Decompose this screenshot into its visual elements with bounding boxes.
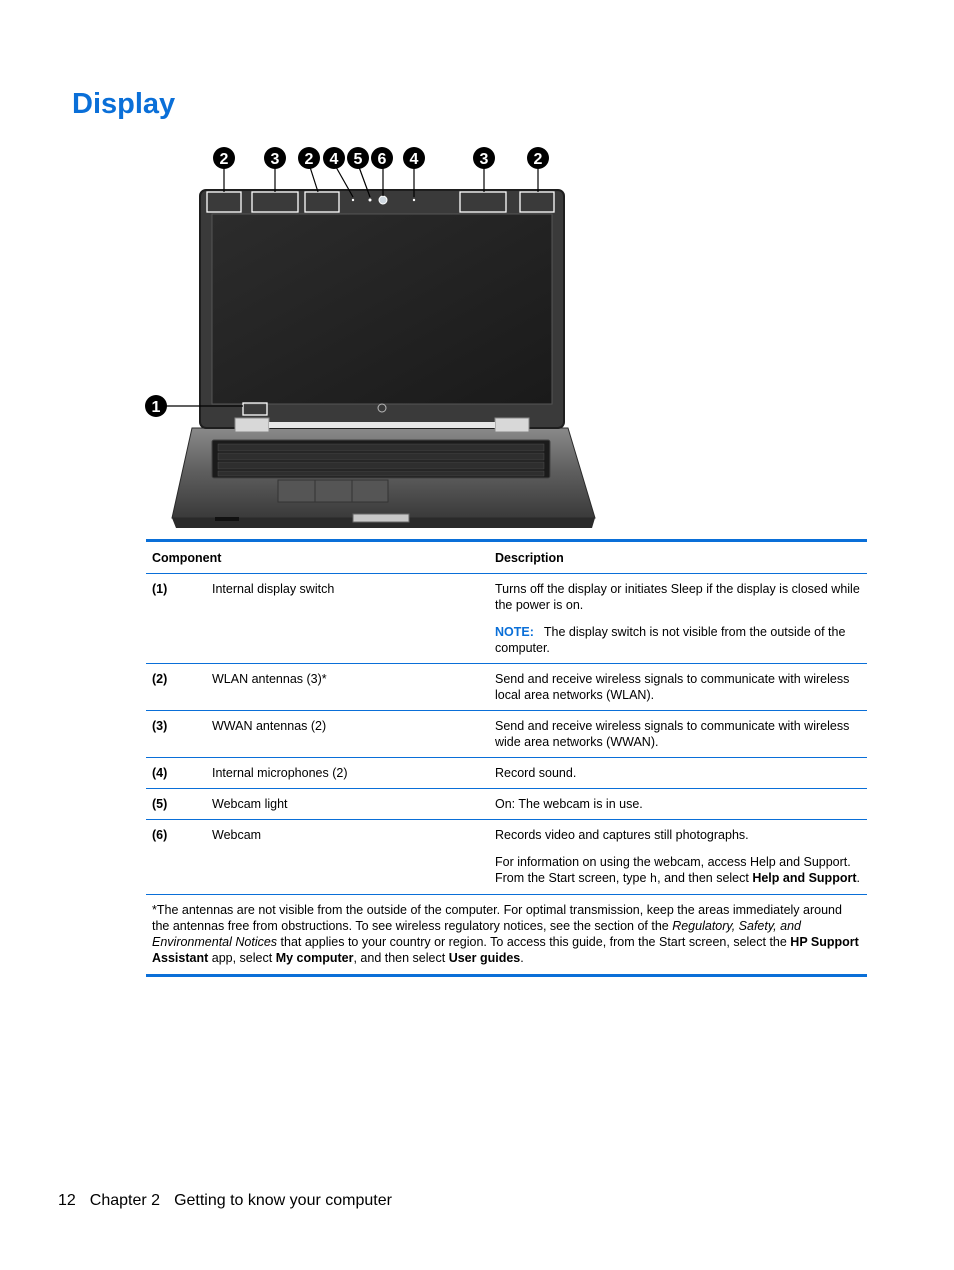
row-description bbox=[489, 711, 867, 758]
help-and-support-label: Help and Support bbox=[752, 871, 857, 885]
row-description bbox=[489, 820, 867, 895]
chapter-title: Getting to know your computer bbox=[174, 1192, 392, 1209]
row-number: (6) bbox=[146, 820, 206, 895]
footnote-row bbox=[146, 895, 867, 976]
footnote-app-name: HP Support Assistant bbox=[152, 935, 859, 965]
footnote bbox=[146, 895, 867, 976]
note-text: The display switch is not visible from the outside of the computer. bbox=[495, 625, 846, 655]
hinge-left bbox=[235, 418, 269, 432]
description-text: Turns off the display or initiates Sleep if the display is closed while the power is on. bbox=[495, 582, 860, 612]
description-text: Send and receive wireless signals to communicate with wireless wide area networks (WWAN). bbox=[495, 719, 850, 749]
front-latch bbox=[353, 514, 409, 522]
row-component: Internal display switch bbox=[206, 574, 489, 664]
help-text-part: For information on using the webcam, access Help and Support. From the Start screen, type bbox=[495, 855, 851, 885]
table-row bbox=[146, 574, 867, 664]
row-number: (5) bbox=[146, 789, 206, 820]
table-row bbox=[146, 664, 867, 711]
row-component: Webcam light bbox=[206, 789, 489, 820]
row-description bbox=[489, 789, 867, 820]
callout-4b bbox=[403, 147, 425, 169]
svg-text:1: 1 bbox=[151, 399, 161, 416]
callout-3b bbox=[473, 147, 495, 169]
page-number: 12 bbox=[58, 1192, 76, 1209]
callout-2c bbox=[527, 147, 549, 169]
description-text: On: The webcam is in use. bbox=[495, 797, 643, 811]
callout-5 bbox=[347, 147, 369, 169]
laptop-display-figure bbox=[140, 140, 610, 535]
svg-text:2: 2 bbox=[304, 151, 314, 168]
footnote-text: app, select bbox=[208, 951, 276, 965]
component-table bbox=[146, 539, 867, 977]
footnote-user-guides: User guides bbox=[448, 951, 521, 965]
svg-text:2: 2 bbox=[219, 151, 229, 168]
svg-text:4: 4 bbox=[329, 151, 339, 168]
row-description bbox=[489, 758, 867, 789]
description-help-text bbox=[495, 854, 861, 887]
row-number: (3) bbox=[146, 711, 206, 758]
row-number: (2) bbox=[146, 664, 206, 711]
svg-text:3: 3 bbox=[270, 151, 280, 168]
table-row bbox=[146, 820, 867, 895]
page-title: Display bbox=[72, 88, 176, 120]
footnote-my-computer: My computer bbox=[275, 951, 354, 965]
page-footer bbox=[58, 1192, 406, 1210]
footnote-guide-title: Regulatory, Safety, and Environmental Notices bbox=[152, 919, 801, 949]
description-text: Record sound. bbox=[495, 766, 577, 780]
help-text-part: . bbox=[856, 871, 860, 885]
footnote-text: *The antennas are not visible from the outside of the computer. For optimal transmission, keep the areas immediately around the antennas free from obstructions. To see wireless regulatory notices, see the section of the bbox=[152, 903, 842, 933]
footnote-text: that applies to your country or region. To access this guide, from the Start screen, select the bbox=[277, 935, 791, 949]
row-number: (4) bbox=[146, 758, 206, 789]
svg-text:4: 4 bbox=[409, 151, 419, 168]
footnote-text: . bbox=[520, 951, 524, 965]
svg-text:2: 2 bbox=[533, 151, 543, 168]
table-row bbox=[146, 758, 867, 789]
table-row bbox=[146, 789, 867, 820]
description-text: Send and receive wireless signals to communicate with wireless local area networks (WLAN). bbox=[495, 672, 850, 702]
row-description bbox=[489, 664, 867, 711]
touchpad bbox=[278, 480, 388, 502]
footnote-text: , and then select bbox=[353, 951, 449, 965]
svg-text:3: 3 bbox=[479, 151, 489, 168]
description-text: Records video and captures still photographs. bbox=[495, 828, 749, 842]
header-component: Component bbox=[146, 541, 489, 574]
display-screen bbox=[212, 214, 552, 404]
row-component: WWAN antennas (2) bbox=[206, 711, 489, 758]
svg-text:5: 5 bbox=[353, 151, 363, 168]
callout-2b bbox=[298, 147, 320, 169]
row-component: WLAN antennas (3)* bbox=[206, 664, 489, 711]
hinge-right bbox=[495, 418, 529, 432]
chapter-label: Chapter 2 bbox=[89, 1192, 161, 1209]
callout-6 bbox=[371, 147, 393, 169]
row-description bbox=[489, 574, 867, 664]
callout-4a bbox=[323, 147, 345, 169]
note-label: NOTE: bbox=[495, 625, 534, 639]
callout-3a bbox=[264, 147, 286, 169]
table-header-row bbox=[146, 541, 867, 574]
header-description: Description bbox=[489, 541, 867, 574]
row-component: Webcam bbox=[206, 820, 489, 895]
svg-text:6: 6 bbox=[377, 151, 387, 168]
key-h: h bbox=[649, 872, 658, 886]
help-text-part: , and then select bbox=[657, 871, 753, 885]
row-number: (1) bbox=[146, 574, 206, 664]
callout-2a bbox=[213, 147, 235, 169]
note bbox=[495, 624, 861, 656]
table-row bbox=[146, 711, 867, 758]
row-component: Internal microphones (2) bbox=[206, 758, 489, 789]
callout-1 bbox=[145, 395, 167, 417]
